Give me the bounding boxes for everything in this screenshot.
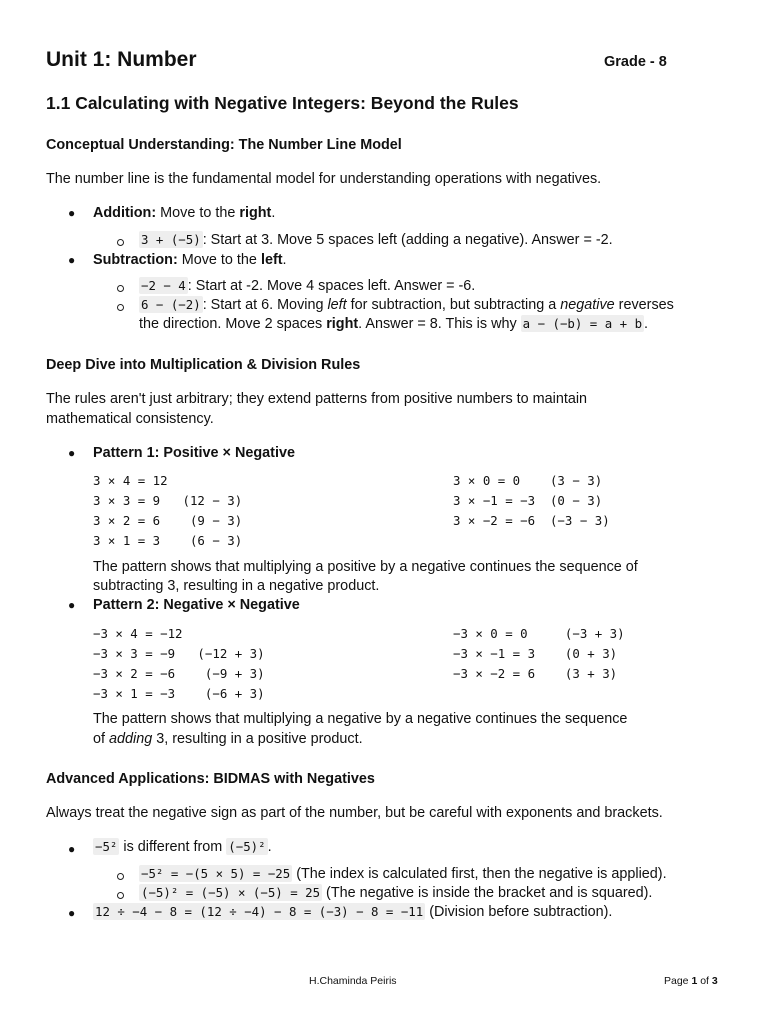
bullet-dot: ● xyxy=(68,206,76,220)
bidmas-intro: Always treat the negative sign as part of the number, but be careful with exponents and brackets. xyxy=(46,805,663,821)
section-title: 1.1 Calculating with Negative Integers: Beyond the Rules xyxy=(46,93,519,113)
bidmas-sub-1: −5² = −(5 × 5) = −25 (The index is calculated first, then the negative is applied). xyxy=(141,866,667,882)
number-line-intro: The number line is the fundamental model for understanding operations with negatives. xyxy=(46,171,602,187)
pattern2-left-1: −3 × 3 = −9 (−12 + 3) xyxy=(93,646,265,661)
pattern1-title: Pattern 1: Positive × Negative xyxy=(93,445,295,461)
bidmas-heading: Advanced Applications: BIDMAS with Negatives xyxy=(46,771,375,787)
pattern2-right-1: −3 × −1 = 3 (0 + 3) xyxy=(453,646,618,661)
bidmas-sub-2: (−5)² = (−5) × (−5) = 25 (The negative is inside the bracket and is squared). xyxy=(141,885,653,901)
unit-title: Unit 1: Number xyxy=(46,48,197,71)
pattern2-right-0: −3 × 0 = 0 (−3 + 3) xyxy=(453,626,625,641)
footer-author: H.Chaminda Peiris xyxy=(309,975,397,987)
pattern2-left-3: −3 × 1 = −3 (−6 + 3) xyxy=(93,686,265,701)
pattern1-left-2: 3 × 2 = 6 (9 − 3) xyxy=(93,513,243,528)
pattern2-note-line2: of adding 3, resulting in a positive product. xyxy=(93,731,363,747)
bidmas-item-1: −5² is different from (−5)² . xyxy=(95,839,272,855)
sub-bullet-circle xyxy=(117,892,124,899)
pattern1-left-0: 3 × 4 = 12 xyxy=(93,473,168,488)
bullet-dot: ● xyxy=(68,842,76,856)
bullet-dot: ● xyxy=(68,446,76,460)
pattern1-left-1: 3 × 3 = 9 (12 − 3) xyxy=(93,493,243,508)
multiplication-intro-line2: mathematical consistency. xyxy=(46,411,214,427)
multiplication-heading: Deep Dive into Multiplication & Division Rules xyxy=(46,357,361,373)
sub-bullet-circle xyxy=(117,873,124,880)
pattern1-note-line1: The pattern shows that multiplying a positive by a negative continues the sequence of xyxy=(93,559,638,575)
pattern2-note-line1: The pattern shows that multiplying a negative by a negative continues the sequence xyxy=(93,711,628,727)
pattern2-left-0: −3 × 4 = −12 xyxy=(93,626,183,641)
pattern1-right-2: 3 × −2 = −6 (−3 − 3) xyxy=(453,513,610,528)
pattern2-title: Pattern 2: Negative × Negative xyxy=(93,597,300,613)
pattern2-left-2: −3 × 2 = −6 (−9 + 3) xyxy=(93,666,265,681)
number-line-heading: Conceptual Understanding: The Number Line Model xyxy=(46,137,402,153)
addition-item: Addition: Move to the right. xyxy=(93,205,276,221)
bullet-dot: ● xyxy=(68,906,76,920)
grade-label: Grade - 8 xyxy=(604,54,667,70)
pattern1-note-line2: subtracting 3, resulting in a negative product. xyxy=(93,578,380,594)
footer-page-number: Page 1 of 3 xyxy=(664,975,718,987)
sub-bullet-circle xyxy=(117,285,124,292)
pattern1-left-3: 3 × 1 = 3 (6 − 3) xyxy=(93,533,243,548)
bullet-dot: ● xyxy=(68,598,76,612)
pattern1-right-0: 3 × 0 = 0 (3 − 3) xyxy=(453,473,603,488)
bullet-dot: ● xyxy=(68,253,76,267)
pattern1-right-1: 3 × −1 = −3 (0 − 3) xyxy=(453,493,603,508)
subtraction-example-2-line2: the direction. Move 2 spaces right. Answer = 8. This is why a − (−b) = a + b . xyxy=(139,316,649,332)
pattern2-right-2: −3 × −2 = 6 (3 + 3) xyxy=(453,666,618,681)
sub-bullet-circle xyxy=(117,239,124,246)
multiplication-intro-line1: The rules aren't just arbitrary; they extend patterns from positive numbers to maintain xyxy=(46,391,588,407)
bidmas-item-2: 12 ÷ −4 − 8 = (12 ÷ −4) − 8 = (−3) − 8 = −11 (Division before subtraction). xyxy=(95,904,613,920)
addition-example: 3 + (−5) : Start at 3. Move 5 spaces left (adding a negative). Answer = -2. xyxy=(141,232,613,248)
subtraction-example-1: −2 − 4 : Start at -2. Move 4 spaces left. Answer = -6. xyxy=(141,278,476,294)
sub-bullet-circle xyxy=(117,304,124,311)
subtraction-item: Subtraction: Move to the left. xyxy=(93,252,287,268)
subtraction-example-2-line1: 6 − (−2) : Start at 6. Moving left for subtraction, but subtracting a negative reverses xyxy=(141,297,674,313)
